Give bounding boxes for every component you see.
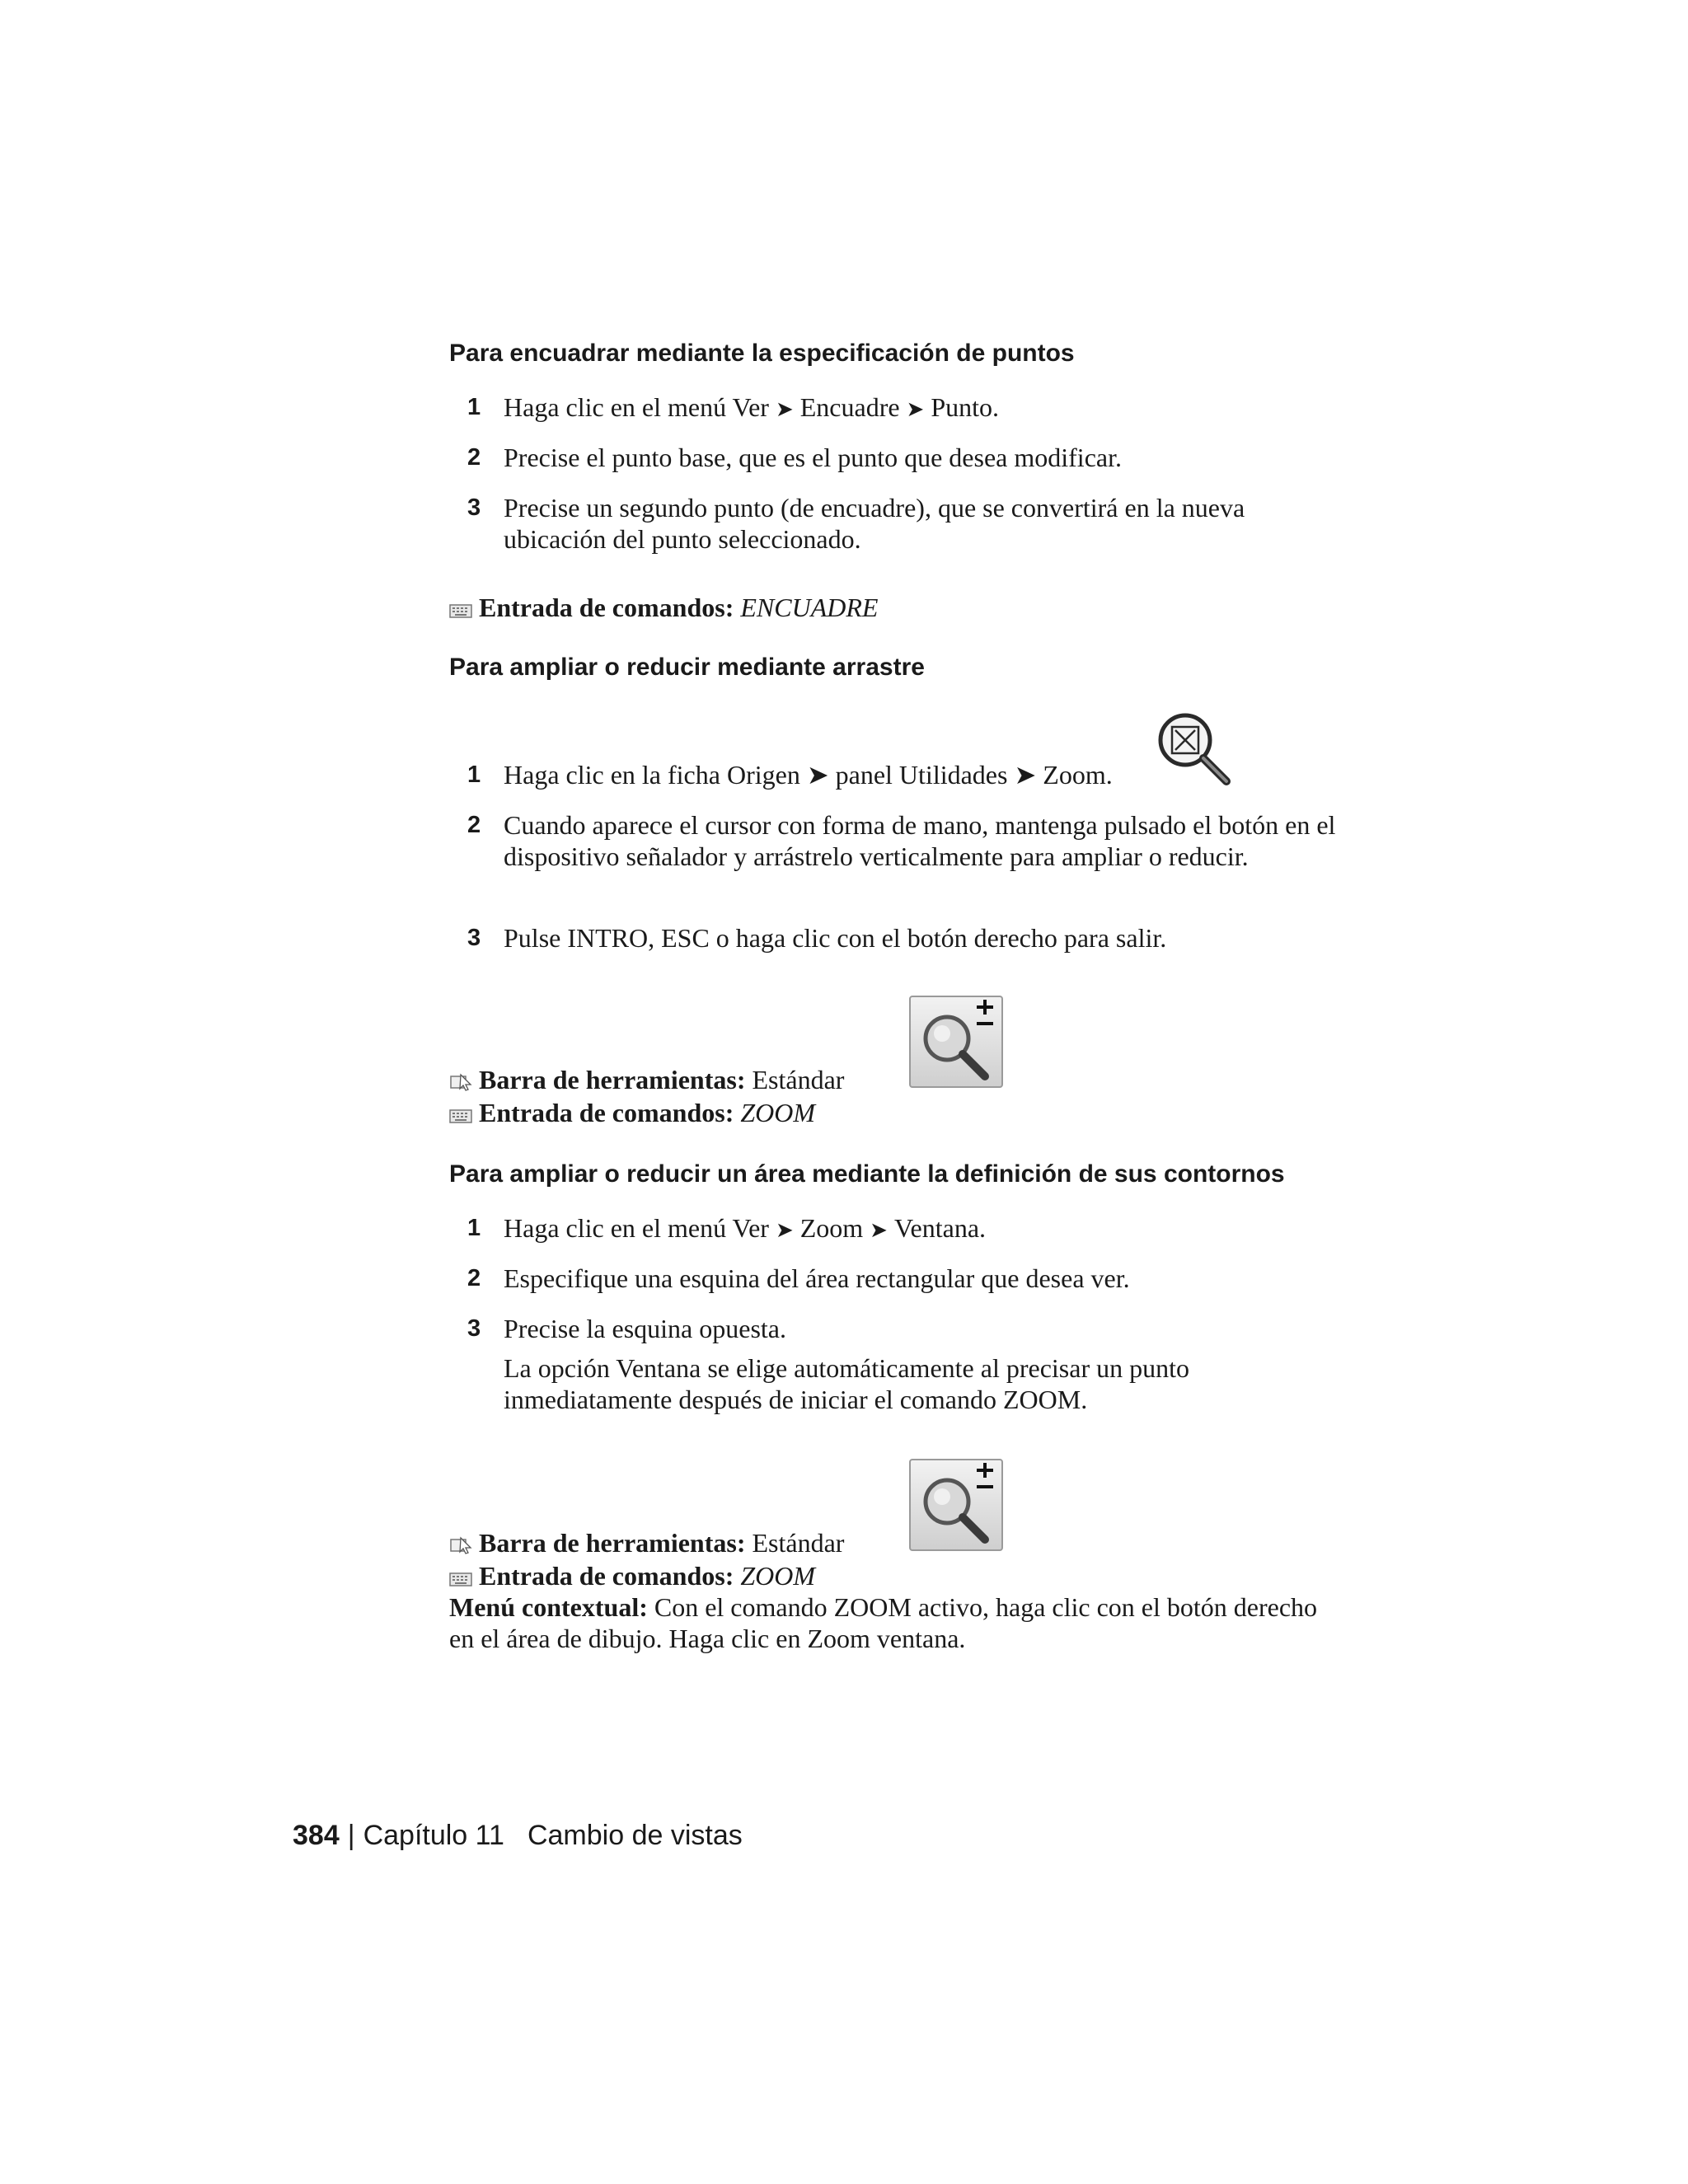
step-text: Haga clic en la ficha Origen ➤ panel Utilidades ➤ Zoom. xyxy=(504,760,1113,790)
step-number: 2 xyxy=(467,444,481,471)
arrow-icon: ➤ xyxy=(775,1218,794,1243)
step-number: 2 xyxy=(467,1265,481,1291)
step-number: 3 xyxy=(467,925,481,951)
menu-item-punto: Punto. xyxy=(931,392,1000,422)
arrow-icon: ➤ xyxy=(870,1218,888,1243)
section-heading-realtime-zoom: Para ampliar o reducir mediante arrastre xyxy=(449,654,925,681)
step-text: Pulse INTRO, ESC o haga clic con el botón derecho para salir. xyxy=(504,923,1167,953)
step-text: Precise la esquina opuesta. xyxy=(504,1314,786,1343)
arrow-icon: ➤ xyxy=(775,397,794,422)
footer-separator: | xyxy=(347,1820,355,1851)
command-value: ZOOM xyxy=(740,1098,816,1127)
toolbar-icon xyxy=(449,1530,472,1561)
step-text-pre: Haga clic en el menú Ver xyxy=(504,1213,769,1243)
command-entry-line xyxy=(449,1560,815,1594)
toolbar-label: Barra de herramientas: xyxy=(479,1065,746,1094)
context-menu-value: Con el comando ZOOM activo, haga clic con el botón derecho en el área de dibujo. Haga clic en Zoom ventana. xyxy=(449,1592,1318,1653)
section-heading-zoom-window: Para ampliar o reducir un área mediante la definición de sus contornos xyxy=(449,1160,1285,1188)
step-text: Precise un segundo punto (de encuadre), que se convertirá en la nueva ubicación del punto seleccionado. xyxy=(504,493,1245,554)
page-number: 384 xyxy=(293,1820,340,1851)
toolbar-label: Barra de herramientas: xyxy=(479,1528,746,1558)
zoom-realtime-magnifier-icon xyxy=(909,996,1003,1088)
step-text: Cuando aparece el cursor con forma de mano, mantenga pulsado el botón en el dispositivo señalador y arrástrelo verticalmente para ampliar o reducir. xyxy=(504,810,1336,871)
keyboard-icon xyxy=(449,594,472,626)
command-label: Entrada de comandos: xyxy=(479,1561,734,1591)
chapter-label: Capítulo 11 xyxy=(363,1820,504,1851)
toolbar-value: Estándar xyxy=(752,1065,845,1094)
step-text: Precise el punto base, que es el punto que desea modificar. xyxy=(504,443,1122,472)
step-text: Especifique una esquina del área rectangular que desea ver. xyxy=(504,1263,1130,1293)
toolbar-value: Estándar xyxy=(752,1528,845,1558)
command-entry-line xyxy=(449,592,878,626)
step-number: 3 xyxy=(467,494,481,521)
page-footer xyxy=(293,1820,743,1852)
command-value: ENCUADRE xyxy=(740,593,879,622)
context-menu-label: Menú contextual: xyxy=(449,1592,648,1622)
menu-item-encuadre: Encuadre xyxy=(799,392,900,422)
step-number: 1 xyxy=(467,1215,481,1241)
step-number: 2 xyxy=(467,812,481,838)
command-entry-line xyxy=(449,1097,815,1131)
command-label: Entrada de comandos: xyxy=(479,593,734,622)
step-number: 1 xyxy=(467,762,481,788)
section-heading-pan-points: Para encuadrar mediante la especificación de puntos xyxy=(449,340,1075,367)
chapter-title: Cambio de vistas xyxy=(527,1820,743,1851)
command-label: Entrada de comandos: xyxy=(479,1098,734,1127)
step-text-pre: Haga clic en el menú Ver xyxy=(504,392,769,422)
note-text: La opción Ventana se elige automáticamente al precisar un punto inmediatamente después de iniciar el comando ZOOM. xyxy=(504,1353,1189,1414)
toolbar-icon xyxy=(449,1066,472,1098)
menu-item-zoom: Zoom xyxy=(799,1213,864,1243)
toolbar-line xyxy=(449,1064,844,1098)
arrow-icon: ➤ xyxy=(906,397,925,422)
context-menu-line xyxy=(449,1591,1348,1654)
step-number: 1 xyxy=(467,394,481,420)
step-text xyxy=(504,1212,1336,1246)
zoom-realtime-magnifier-icon xyxy=(909,1459,1003,1551)
command-value: ZOOM xyxy=(740,1561,816,1591)
keyboard-icon xyxy=(449,1099,472,1131)
toolbar-line xyxy=(449,1527,844,1561)
step-text xyxy=(504,391,1336,425)
keyboard-icon xyxy=(449,1563,472,1594)
menu-item-ventana: Ventana. xyxy=(893,1213,987,1243)
step-number: 3 xyxy=(467,1315,481,1342)
